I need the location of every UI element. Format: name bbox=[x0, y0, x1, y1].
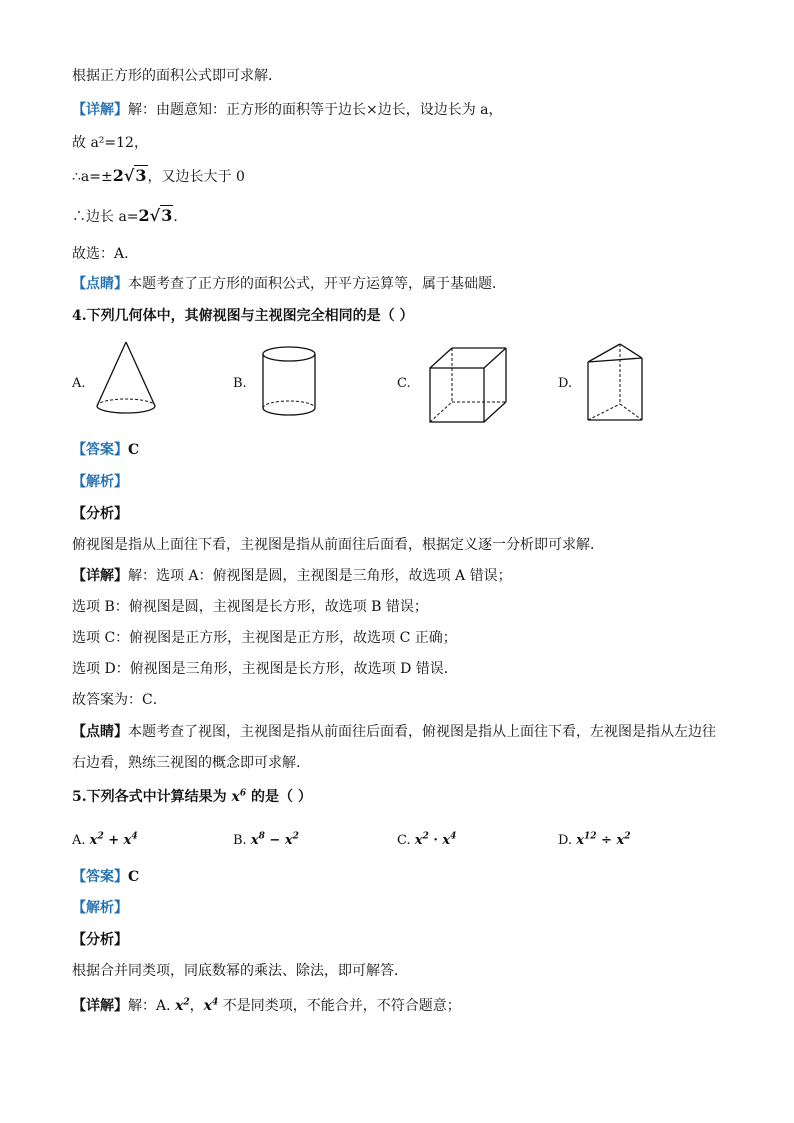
q4-option-a-label: A. bbox=[72, 376, 86, 391]
term-exponent: 2 bbox=[422, 831, 429, 842]
term-exponent: 2 bbox=[183, 997, 190, 1008]
side-prefix: ∴边长 a= bbox=[72, 209, 139, 225]
term-exponent: 8 bbox=[258, 831, 265, 842]
option-label: D. bbox=[558, 833, 573, 848]
q5-exponent: 6 bbox=[239, 788, 247, 799]
detail-tag: 【详解】 bbox=[72, 568, 128, 584]
q5-analysis-tag: 【解析】 bbox=[72, 900, 128, 916]
q3-comment-line bbox=[72, 274, 506, 294]
q4-option-d-label: D. bbox=[558, 376, 573, 391]
q5-question-suffix: 的是（ ） bbox=[246, 789, 312, 805]
cylinder-icon bbox=[259, 344, 319, 420]
term-exponent: 4 bbox=[131, 831, 138, 842]
q5-question-prefix: 5.下列各式中计算结果为 bbox=[72, 789, 232, 805]
q4-analysis-tag: 【解析】 bbox=[72, 474, 128, 490]
comment-tag: 【点睛】 bbox=[72, 724, 128, 740]
q5-option-a bbox=[72, 831, 138, 851]
term-base: x bbox=[175, 998, 184, 1014]
comment-text: 本题考查了视图，主视图是指从前面往后面看，俯视图是指从上面往下看，左视图是指从左边往 bbox=[128, 724, 716, 740]
q4-detail-d: 选项 D：俯视图是三角形，主视图是长方形，故选项 D 错误． bbox=[72, 661, 458, 677]
term-base: x bbox=[284, 833, 293, 848]
operator: · bbox=[428, 833, 443, 848]
q5-detail-line bbox=[72, 996, 461, 1016]
detail-suffix: 不是同类项，不能合并，不符合题意； bbox=[218, 998, 461, 1014]
term-exponent: 2 bbox=[624, 831, 631, 842]
answer-tag: 【答案】 bbox=[72, 442, 128, 458]
q4-fenxi-tag: 【分析】 bbox=[72, 506, 128, 522]
detail-text: 解：由题意知：正方形的面积等于边长×边长，设边长为 a， bbox=[128, 102, 503, 118]
root-suffix: ，又边长大于 0 bbox=[147, 169, 245, 185]
q5-answer-line bbox=[72, 867, 139, 887]
term-exponent: 4 bbox=[212, 997, 219, 1008]
detail-tag: 【详解】 bbox=[72, 998, 128, 1014]
q3-side-line: ∴边长 a=2√3． bbox=[72, 206, 188, 225]
side-radicand: 3 bbox=[161, 206, 173, 225]
side-coefficient: 2 bbox=[138, 206, 150, 225]
q5-fenxi-text: 根据合并同类项，同底数幂的乘法、除法，即可解答． bbox=[72, 963, 408, 979]
operator: + bbox=[103, 833, 124, 848]
operator: − bbox=[264, 833, 285, 848]
term-base: x bbox=[89, 833, 98, 848]
q4-comment-line bbox=[72, 722, 716, 742]
term-exponent: 2 bbox=[97, 831, 104, 842]
cube-icon bbox=[428, 346, 518, 426]
option-label: A. bbox=[72, 833, 86, 848]
comment-tag: 【点睛】 bbox=[72, 276, 128, 292]
q4-option-c-label: C. bbox=[397, 376, 411, 391]
term-base: x bbox=[250, 833, 259, 848]
q4-final: 故答案为：C． bbox=[72, 692, 167, 708]
comment-text: 本题考查了正方形的面积公式，开平方运算等，属于基础题． bbox=[128, 276, 506, 292]
q4-answer-line bbox=[72, 440, 139, 460]
term-base: x bbox=[616, 833, 625, 848]
q5-option-b bbox=[233, 831, 299, 851]
paragraph-hint: 根据正方形的面积公式即可求解． bbox=[72, 68, 282, 84]
term-exponent: 2 bbox=[292, 831, 299, 842]
q4-fenxi-text: 俯视图是指从上面往下看，主视图是指从前面往后面看，根据定义逐一分析即可求解． bbox=[72, 537, 604, 553]
cone-icon bbox=[94, 340, 158, 420]
term-base: x bbox=[576, 833, 584, 848]
operator: ÷ bbox=[596, 833, 617, 848]
q5-option-d bbox=[558, 831, 631, 851]
q3-root-line: ∴a=±2√3，又边长大于 0 bbox=[72, 166, 245, 185]
answer-tag: 【答案】 bbox=[72, 869, 128, 885]
answer-value: C bbox=[128, 869, 140, 885]
term-base: x bbox=[442, 833, 451, 848]
term-base: x bbox=[123, 833, 132, 848]
term-exponent: 4 bbox=[450, 831, 457, 842]
q4-option-b-label: B. bbox=[233, 376, 247, 391]
root-prefix: ∴a=± bbox=[72, 169, 113, 185]
root-radicand: 3 bbox=[135, 166, 147, 185]
q4-detail-b: 选项 B：俯视图是圆，主视图是长方形，故选项 B 错误； bbox=[72, 599, 428, 615]
q5-base: x bbox=[231, 789, 240, 805]
answer-value: C bbox=[128, 442, 140, 458]
q3-choice: 故选：A. bbox=[72, 246, 129, 262]
q5-fenxi-tag: 【分析】 bbox=[72, 932, 128, 948]
prism-icon bbox=[586, 342, 648, 426]
option-label: B. bbox=[233, 833, 247, 848]
root-coefficient: 2 bbox=[112, 166, 124, 185]
term-base: x bbox=[203, 998, 212, 1014]
detail-prefix: 解：A. bbox=[128, 998, 176, 1014]
q5-question bbox=[72, 787, 312, 807]
separator: ， bbox=[189, 998, 204, 1014]
q3-equation-line: 故 a²=12， bbox=[72, 135, 148, 151]
side-suffix: ． bbox=[173, 209, 188, 225]
detail-tag: 【详解】 bbox=[72, 102, 128, 118]
option-label: C. bbox=[397, 833, 411, 848]
q4-comment-line-2: 右边看，熟练三视图的概念即可求解. bbox=[72, 755, 301, 771]
q4-detail-c: 选项 C：俯视图是正方形，主视图是正方形，故选项 C 正确； bbox=[72, 630, 457, 646]
term-exponent: 12 bbox=[584, 831, 597, 842]
q4-question: 4.下列几何体中，其俯视图与主视图完全相同的是（ ） bbox=[72, 308, 414, 324]
q3-detail-line bbox=[72, 100, 503, 120]
term-base: x bbox=[414, 833, 423, 848]
detail-text: 解：选项 A：俯视图是圆，主视图是三角形，故选项 A 错误； bbox=[128, 568, 512, 584]
q4-detail-line bbox=[72, 566, 512, 586]
q5-option-c bbox=[397, 831, 456, 851]
